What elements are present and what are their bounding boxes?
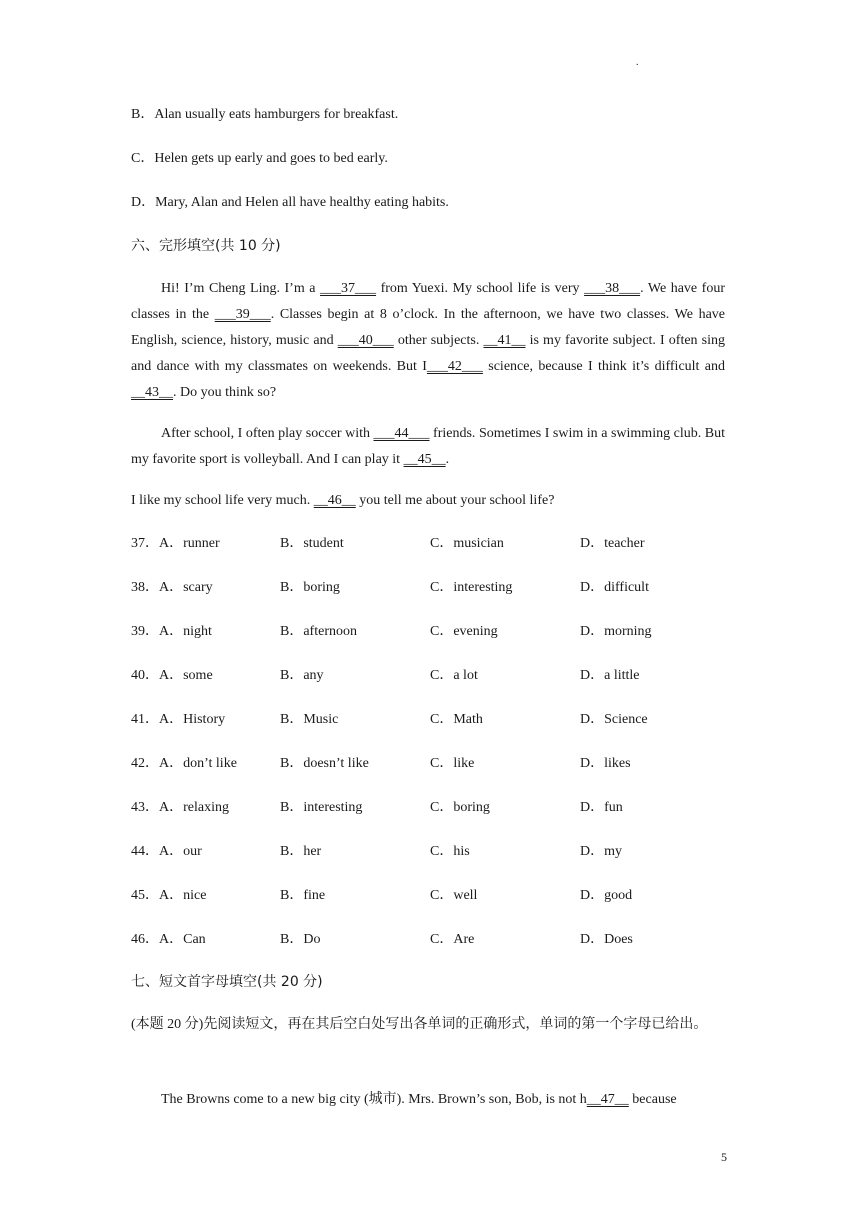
question-number: 39．: [131, 624, 159, 639]
option-d: D．difficult: [580, 580, 649, 595]
blank-39: ___39___: [214, 307, 271, 322]
option-a: A．relaxing: [159, 800, 229, 815]
text: you tell me about your school life?: [355, 493, 555, 508]
option-d: D．fun: [580, 800, 623, 815]
text: from Yuexi. My school life is very: [376, 281, 585, 296]
option-c: C．musician: [430, 536, 504, 551]
blank-46: __46__: [313, 493, 356, 508]
question-number: 42．: [131, 756, 159, 771]
text: because: [628, 1092, 677, 1107]
previous-option-b: B．Alan usually eats hamburgers for breakfast.: [131, 107, 399, 122]
text: science, because I think it’s difficult and: [482, 359, 725, 374]
section-7-instruction: (本题 20 分)先阅读短文，再在其后空白处写出各单词的正确形式，单词的第一个字母已给出。: [131, 1017, 708, 1032]
question-number: 37．: [131, 536, 159, 551]
option-c: C．interesting: [430, 580, 513, 595]
question-number: 38．: [131, 580, 159, 595]
option-a: A．our: [159, 844, 202, 859]
blank-38: ___38___: [584, 281, 641, 296]
text: other subjects.: [393, 333, 484, 348]
text: . We have four classes in the: [131, 281, 725, 322]
blank-42: ___42___: [426, 359, 483, 374]
text: After school, I often play soccer with: [161, 426, 374, 441]
option-d: D．my: [580, 844, 622, 859]
previous-option-c: C．Helen gets up early and goes to bed early.: [131, 151, 388, 166]
option-c: C．his: [430, 844, 470, 859]
option-a: A．some: [159, 668, 213, 683]
option-c: C．Math: [430, 712, 483, 727]
blank-44: ___44___: [373, 426, 430, 441]
blank-47: __47__: [586, 1092, 629, 1107]
option-d: D．a little: [580, 668, 640, 683]
cloze-paragraph-2: [131, 421, 725, 473]
option-c: C．Are: [430, 932, 475, 947]
option-b: B．her: [280, 844, 322, 859]
text: is my favorite subject. I often sing and dance with my classmates on weekends. But I: [131, 333, 726, 374]
previous-option-d: D．Mary, Alan and Helen all have healthy eating habits.: [131, 195, 449, 210]
option-a: A．don’t like: [159, 756, 237, 771]
question-number: 40．: [131, 668, 159, 683]
option-b: B．Music: [280, 712, 339, 727]
option-c: C．boring: [430, 800, 490, 815]
text: friends. Sometimes I swim in a swimming club. But my favorite sport is volleyball. And I can play it: [131, 426, 725, 467]
option-b: B．student: [280, 536, 344, 551]
cloze-paragraph-1: [131, 276, 725, 406]
header-mark: .: [636, 57, 639, 68]
option-a: A．night: [159, 624, 212, 639]
text: Hi! I’m Cheng Ling. I’m a: [161, 281, 321, 296]
option-c: C．well: [430, 888, 478, 903]
cloze-paragraph-3: [131, 488, 725, 514]
option-d: D．Science: [580, 712, 648, 727]
option-d: D．good: [580, 888, 633, 903]
text: .: [445, 452, 450, 467]
option-a: A．Can: [159, 932, 206, 947]
option-a: A．scary: [159, 580, 213, 595]
option-d: D．Does: [580, 932, 633, 947]
question-number: 43．: [131, 800, 159, 815]
option-b: B．any: [280, 668, 324, 683]
blank-45: __45__: [403, 452, 446, 467]
option-b: B．interesting: [280, 800, 363, 815]
option-a: A．nice: [159, 888, 207, 903]
question-number: 41．: [131, 712, 159, 727]
question-number: 46．: [131, 932, 159, 947]
blank-37: ___37___: [320, 281, 377, 296]
option-b: B．afternoon: [280, 624, 357, 639]
option-c: C．evening: [430, 624, 498, 639]
section-6-title: 六、完形填空(共 10 分): [131, 238, 281, 254]
option-a: A．History: [159, 712, 226, 727]
option-d: D．morning: [580, 624, 652, 639]
text: I like my school life very much.: [131, 493, 314, 508]
passage-paragraph-1: [131, 1087, 725, 1113]
section-7-title: 七、短文首字母填空(共 20 分): [131, 974, 323, 990]
blank-40: ___40___: [337, 333, 394, 348]
option-c: C．a lot: [430, 668, 478, 683]
text: The Browns come to a new big city (城市). Mrs. Brown’s son, Bob, is not h: [161, 1092, 587, 1107]
blank-41: __41__: [483, 333, 526, 348]
option-b: B．fine: [280, 888, 326, 903]
text: . Classes begin at 8 o’clock. In the afternoon, we have two classes. We have English, science, history, music and: [131, 307, 726, 348]
option-c: C．like: [430, 756, 475, 771]
option-d: D．teacher: [580, 536, 645, 551]
question-number: 45．: [131, 888, 159, 903]
option-b: B．doesn’t like: [280, 756, 369, 771]
option-b: B．Do: [280, 932, 321, 947]
text: . Do you think so?: [173, 385, 277, 400]
option-a: A．runner: [159, 536, 220, 551]
option-b: B．boring: [280, 580, 340, 595]
option-d: D．likes: [580, 756, 631, 771]
page-number: 5: [721, 1150, 727, 1164]
blank-43: __43__: [131, 385, 173, 400]
question-number: 44．: [131, 844, 159, 859]
